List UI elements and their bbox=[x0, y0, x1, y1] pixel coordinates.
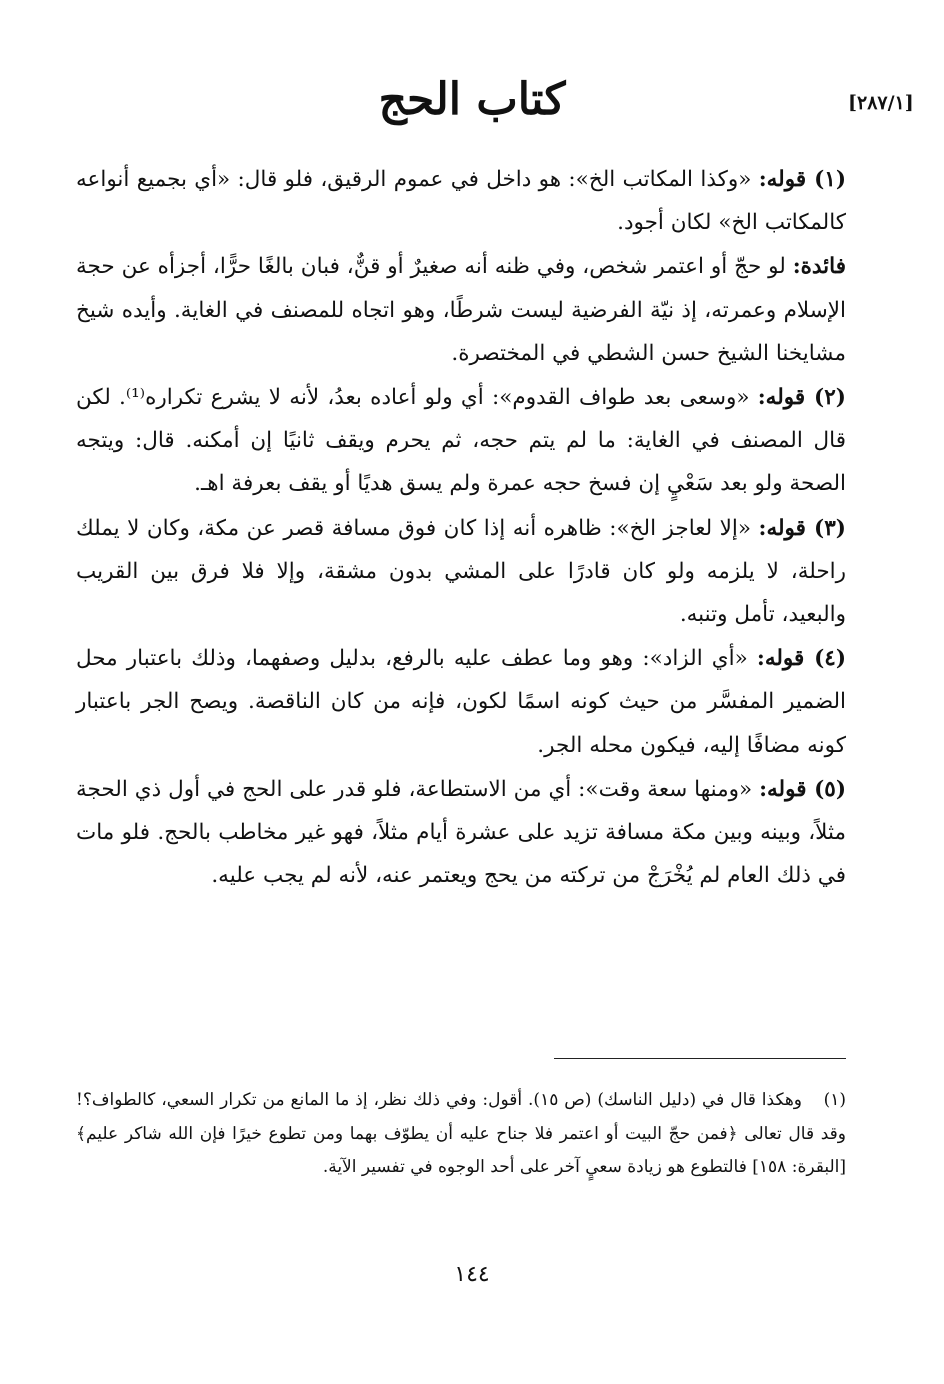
paragraph-text: «أي الزاد»: وهو وما عطف عليه بالرفع، بدليل وصفهما، وذلك باعتبار محل الضمير المفسَّر من حيث كونه اسمًا لكون، فإنه من كان الناقصة. ويصح الجر باعتبار كونه مضافًا إليه، فيكون محله الجر. bbox=[76, 646, 846, 758]
paragraph-label: (٥) قوله: bbox=[759, 776, 846, 802]
paragraph-1 bbox=[76, 158, 846, 244]
paragraph-label: (٣) قوله: bbox=[758, 515, 846, 541]
paragraph-label: فائدة: bbox=[792, 254, 846, 280]
footnote-number: (١) bbox=[823, 1090, 847, 1110]
paragraph-text: «وسعى بعد طواف القدوم»: أي ولو أعاده بعدُ، لأنه لا يشرع تكراره⁽¹⁾. لكن قال المصنف في الغاية: ما لم يتم حجه، ثم يحرم ويقف ثانيًا إن أمكنه. قال: ويتجه الصحة ولو بعد سَعْيٍ إن فسخ حجه عمرة ولم يسق هديًا أو يقف بعرفة اهـ. bbox=[76, 385, 846, 497]
footnote-separator bbox=[554, 1058, 846, 1059]
chapter-title: كتاب الحج bbox=[378, 74, 566, 125]
paragraph-3 bbox=[76, 376, 846, 506]
paragraph-6 bbox=[76, 768, 846, 898]
paragraph-text: «إلا لعاجز الخ»: ظاهره أنه إذا كان فوق مسافة قصر عن مكة، وكان لا يملك راحلة، لا يلزمه ولو كان قادرًا على المشي بدون مشقة، وإلا فلا فرق بين القريب والبعيد، تأمل وتنبه. bbox=[76, 515, 846, 628]
paragraph-text: «ومنها سعة وقت»: أي من الاستطاعة، فلو قدر على الحج في أول ذي الحجة مثلاً، وبينه وبين مكة مسافة تزيد على عشرة أيام مثلاً، فهو غير مخاطب بالحج. فلو مات في ذلك العام لم يُخْرَجْ من تركته من يحج ويعتمر عنه، لأنه لم يجب عليه. bbox=[76, 776, 846, 889]
paragraph-5 bbox=[76, 637, 846, 767]
footnote-text: وهكذا قال في (دليل الناسك) (ص ١٥). أقول: وفي ذلك نظر، إذ ما المانع من تكرار السعي، كالطواف؟! وقد قال تعالى ﴿فمن حجّ البيت أو اعتمر فلا جناح عليه أن يطوّف بهما ومن تطوع خيرًا فإن الله شاكر عليم﴾ [البقرة: ١٥٨] فالتطوع هو زيادة سعيٍ آخر على أحد الوجوه في تفسير الآية. bbox=[76, 1090, 846, 1177]
volume-page-reference: [٢٨٧/١] bbox=[848, 92, 914, 114]
paragraph-label: (٤) قوله: bbox=[756, 646, 846, 672]
paragraph-text: «وكذا المكاتب الخ»: هو داخل في عموم الرقيق، فلو قال: «أي بجميع أنواعه كالمكاتب الخ» لكان أجود. bbox=[76, 167, 846, 236]
paragraph-label: (٢) قوله: bbox=[757, 385, 846, 411]
paragraph-4 bbox=[76, 507, 846, 637]
footnote bbox=[76, 1084, 846, 1185]
page-number: ١٤٤ bbox=[454, 1262, 490, 1287]
main-text bbox=[76, 158, 846, 897]
paragraph-text: لو حجّ أو اعتمر شخص، وفي ظنه أنه صغيرٌ أو قنٌّ، فبان بالغًا حرًّا، أجزأه عن حجة الإسلام وعمرته، إذ نيّة الفرضية ليست شرطًا، وهو اتجاه للمصنف في الغاية. وأيده شيخ مشايخنا الشيخ حسن الشطي في المختصرة. bbox=[76, 254, 846, 366]
paragraph-label: (١) قوله: bbox=[758, 167, 846, 192]
paragraph-2 bbox=[76, 245, 846, 375]
